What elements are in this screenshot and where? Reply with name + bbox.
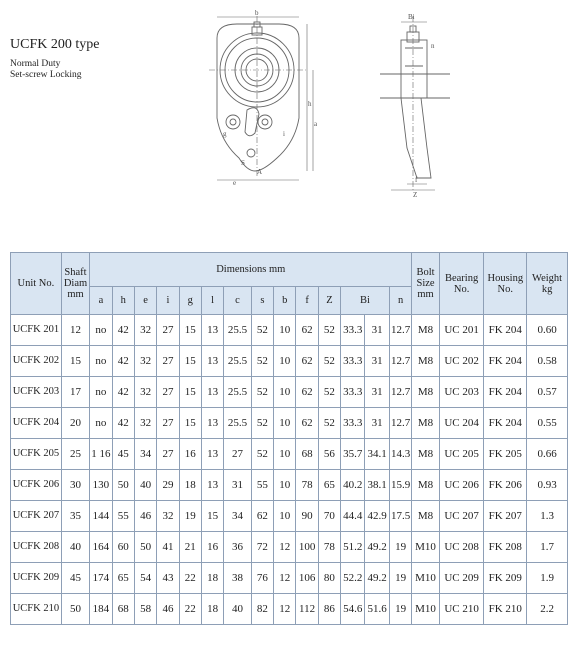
cell-bolt: M8 xyxy=(412,439,439,470)
cell-dim: no xyxy=(90,315,112,346)
cell-housing: FK 204 xyxy=(484,408,527,439)
cell-dim: no xyxy=(90,346,112,377)
cell-dim: 27 xyxy=(157,377,179,408)
table-row xyxy=(11,501,568,532)
col-header-dim: h xyxy=(112,287,134,315)
technical-drawing xyxy=(195,8,455,198)
cell-dim: 45 xyxy=(112,439,134,470)
cell-dim: 38.1 xyxy=(365,470,389,501)
cell-dim: 13 xyxy=(201,315,223,346)
col-header-dim: Z xyxy=(318,287,340,315)
col-header-bolt: Bolt Size mm xyxy=(412,253,439,315)
cell-bearing: UC 201 xyxy=(439,315,484,346)
cell-shaft: 40 xyxy=(61,532,89,563)
cell-dim: 78 xyxy=(318,532,340,563)
drawing-label-a: a xyxy=(314,120,318,128)
cell-dim: 68 xyxy=(112,594,134,625)
col-header-dim: c xyxy=(224,287,251,315)
col-header-dim: g xyxy=(179,287,201,315)
cell-dim: 13 xyxy=(201,408,223,439)
cell-weight: 0.66 xyxy=(527,439,568,470)
cell-weight: 0.58 xyxy=(527,346,568,377)
cell-dim: 16 xyxy=(179,439,201,470)
cell-dim: 12 xyxy=(274,532,296,563)
cell-dim: 40 xyxy=(134,470,156,501)
cell-bearing: UC 209 xyxy=(439,563,484,594)
table-row xyxy=(11,470,568,501)
cell-dim: 16 xyxy=(201,532,223,563)
cell-bolt: M8 xyxy=(412,501,439,532)
cell-weight: 1.9 xyxy=(527,563,568,594)
drawing-label-s: S xyxy=(241,159,245,167)
cell-dim: 19 xyxy=(389,594,411,625)
cell-dim: 54 xyxy=(134,563,156,594)
drawing-label-f: f xyxy=(415,176,418,184)
cell-weight: 0.60 xyxy=(527,315,568,346)
cell-weight: 2.2 xyxy=(527,594,568,625)
cell-dim: 62 xyxy=(296,346,318,377)
col-header-bearing: Bearing No. xyxy=(439,253,484,315)
cell-dim: 76 xyxy=(251,563,273,594)
cell-dim: 38 xyxy=(224,563,251,594)
cell-unit: UCFK 206 xyxy=(11,470,62,501)
dimensions-table xyxy=(10,252,568,625)
cell-dim: 31 xyxy=(365,408,389,439)
cell-dim: 15 xyxy=(179,346,201,377)
cell-dim: 15 xyxy=(179,377,201,408)
cell-dim: 55 xyxy=(251,470,273,501)
drawing-label-i: i xyxy=(283,130,285,138)
cell-dim: 42 xyxy=(112,408,134,439)
cell-dim: 12.7 xyxy=(389,377,411,408)
col-header-dimensions: Dimensions mm xyxy=(90,253,412,287)
cell-dim: 12.7 xyxy=(389,346,411,377)
cell-dim: 82 xyxy=(251,594,273,625)
col-header-unit: Unit No. xyxy=(11,253,62,315)
cell-dim: 52 xyxy=(251,408,273,439)
col-header-dim: b xyxy=(274,287,296,315)
cell-dim: 25.5 xyxy=(224,377,251,408)
cell-dim: 52 xyxy=(251,377,273,408)
cell-housing: FK 210 xyxy=(484,594,527,625)
cell-dim: 34 xyxy=(134,439,156,470)
cell-dim: 49.2 xyxy=(365,563,389,594)
cell-dim: 12 xyxy=(274,594,296,625)
cell-dim: 27 xyxy=(157,439,179,470)
drawing-label-a2: A xyxy=(257,168,263,176)
cell-dim: no xyxy=(90,408,112,439)
cell-bearing: UC 203 xyxy=(439,377,484,408)
cell-housing: FK 204 xyxy=(484,346,527,377)
cell-housing: FK 204 xyxy=(484,377,527,408)
cell-shaft: 20 xyxy=(61,408,89,439)
cell-bolt: M8 xyxy=(412,346,439,377)
cell-bearing: UC 207 xyxy=(439,501,484,532)
cell-shaft: 50 xyxy=(61,594,89,625)
table-row xyxy=(11,563,568,594)
cell-unit: UCFK 210 xyxy=(11,594,62,625)
cell-dim: 29 xyxy=(157,470,179,501)
subtitle-normal-duty: Normal Duty xyxy=(10,59,61,69)
cell-dim: 32 xyxy=(134,315,156,346)
cell-dim: 144 xyxy=(90,501,112,532)
cell-shaft: 15 xyxy=(61,346,89,377)
subtitle-set-screw: Set-screw Locking xyxy=(10,70,82,80)
cell-dim: 72 xyxy=(251,532,273,563)
cell-dim: 33.3 xyxy=(341,408,365,439)
cell-weight: 1.7 xyxy=(527,532,568,563)
cell-bolt: M10 xyxy=(412,563,439,594)
cell-dim: 43 xyxy=(157,563,179,594)
drawing-label-n: n xyxy=(431,42,435,50)
drawing-label-e: e xyxy=(233,179,237,187)
col-header-shaft: Shaft Diam mm xyxy=(61,253,89,315)
cell-dim: 62 xyxy=(296,408,318,439)
cell-bolt: M10 xyxy=(412,594,439,625)
cell-dim: 50 xyxy=(112,470,134,501)
cell-dim: 12.7 xyxy=(389,408,411,439)
cell-dim: 68 xyxy=(296,439,318,470)
cell-dim: 27 xyxy=(157,346,179,377)
cell-dim: 19 xyxy=(179,501,201,532)
cell-bearing: UC 206 xyxy=(439,470,484,501)
cell-dim: 52 xyxy=(318,377,340,408)
cell-shaft: 12 xyxy=(61,315,89,346)
cell-dim: 51.2 xyxy=(341,532,365,563)
table-row xyxy=(11,408,568,439)
cell-dim: 27 xyxy=(157,408,179,439)
cell-dim: 60 xyxy=(112,532,134,563)
cell-dim: 25.5 xyxy=(224,346,251,377)
drawing-label-h: h xyxy=(308,100,312,108)
cell-dim: 19 xyxy=(389,563,411,594)
col-header-dim: e xyxy=(134,287,156,315)
cell-dim: 62 xyxy=(296,377,318,408)
cell-dim: 130 xyxy=(90,470,112,501)
cell-dim: 62 xyxy=(296,315,318,346)
cell-dim: 12.7 xyxy=(389,315,411,346)
cell-weight: 0.57 xyxy=(527,377,568,408)
cell-bearing: UC 208 xyxy=(439,532,484,563)
cell-unit: UCFK 204 xyxy=(11,408,62,439)
cell-bolt: M8 xyxy=(412,377,439,408)
cell-dim: 42.9 xyxy=(365,501,389,532)
cell-dim: 31 xyxy=(365,346,389,377)
cell-dim: 19 xyxy=(389,532,411,563)
cell-dim: 174 xyxy=(90,563,112,594)
cell-bolt: M8 xyxy=(412,408,439,439)
cell-dim: 52.2 xyxy=(341,563,365,594)
cell-dim: 32 xyxy=(134,346,156,377)
cell-dim: 106 xyxy=(296,563,318,594)
cell-shaft: 35 xyxy=(61,501,89,532)
cell-dim: 10 xyxy=(274,439,296,470)
cell-dim: 78 xyxy=(296,470,318,501)
cell-dim: 32 xyxy=(134,377,156,408)
cell-dim: 25.5 xyxy=(224,315,251,346)
cell-dim: 32 xyxy=(134,408,156,439)
cell-dim: 22 xyxy=(179,563,201,594)
cell-dim: 52 xyxy=(318,408,340,439)
cell-dim: 15 xyxy=(179,315,201,346)
cell-dim: 65 xyxy=(318,470,340,501)
cell-bolt: M10 xyxy=(412,532,439,563)
cell-dim: 13 xyxy=(201,470,223,501)
front-view-drawing xyxy=(209,16,313,180)
cell-dim: 58 xyxy=(134,594,156,625)
cell-dim: 25.5 xyxy=(224,408,251,439)
cell-dim: 54.6 xyxy=(341,594,365,625)
cell-housing: FK 204 xyxy=(484,315,527,346)
table-row xyxy=(11,377,568,408)
cell-shaft: 17 xyxy=(61,377,89,408)
cell-dim: 31 xyxy=(365,315,389,346)
cell-housing: FK 205 xyxy=(484,439,527,470)
cell-dim: 1 16 xyxy=(90,439,112,470)
cell-dim: 52 xyxy=(318,346,340,377)
table-row xyxy=(11,439,568,470)
cell-dim: 34.1 xyxy=(365,439,389,470)
cell-dim: 56 xyxy=(318,439,340,470)
cell-dim: 55 xyxy=(112,501,134,532)
cell-dim: 13 xyxy=(201,439,223,470)
cell-dim: 184 xyxy=(90,594,112,625)
cell-dim: 36 xyxy=(224,532,251,563)
col-header-dim: f xyxy=(296,287,318,315)
cell-dim: 50 xyxy=(134,532,156,563)
table-row xyxy=(11,594,568,625)
cell-dim: 13 xyxy=(201,377,223,408)
table-row xyxy=(11,532,568,563)
cell-dim: 40.2 xyxy=(341,470,365,501)
col-header-housing: Housing No. xyxy=(484,253,527,315)
cell-dim: 52 xyxy=(251,346,273,377)
side-view-drawing xyxy=(380,16,450,190)
cell-dim: 17.5 xyxy=(389,501,411,532)
cell-shaft: 30 xyxy=(61,470,89,501)
cell-weight: 0.55 xyxy=(527,408,568,439)
cell-dim: 52 xyxy=(251,439,273,470)
cell-dim: 62 xyxy=(251,501,273,532)
cell-dim: 52 xyxy=(251,315,273,346)
cell-dim: 10 xyxy=(274,408,296,439)
drawing-label-z: Z xyxy=(413,191,418,198)
cell-bolt: M8 xyxy=(412,470,439,501)
col-header-dim: Bi xyxy=(341,287,390,315)
cell-dim: 35.7 xyxy=(341,439,365,470)
cell-dim: 33.3 xyxy=(341,315,365,346)
cell-dim: 21 xyxy=(179,532,201,563)
cell-dim: 46 xyxy=(157,594,179,625)
cell-unit: UCFK 208 xyxy=(11,532,62,563)
cell-housing: FK 209 xyxy=(484,563,527,594)
col-header-dim: i xyxy=(157,287,179,315)
cell-dim: 22 xyxy=(179,594,201,625)
cell-dim: 90 xyxy=(296,501,318,532)
cell-bolt: M8 xyxy=(412,315,439,346)
page-title: UCFK 200 type xyxy=(10,37,100,52)
drawing-label-b: b xyxy=(255,9,259,17)
cell-housing: FK 207 xyxy=(484,501,527,532)
cell-dim: 49.2 xyxy=(365,532,389,563)
col-header-dim: l xyxy=(201,287,223,315)
cell-bearing: UC 205 xyxy=(439,439,484,470)
cell-dim: 86 xyxy=(318,594,340,625)
drawing-label-bi: Bi xyxy=(408,13,415,21)
cell-dim: 27 xyxy=(157,315,179,346)
cell-dim: 18 xyxy=(179,470,201,501)
cell-bearing: UC 202 xyxy=(439,346,484,377)
cell-weight: 0.93 xyxy=(527,470,568,501)
cell-dim: 42 xyxy=(112,346,134,377)
cell-housing: FK 208 xyxy=(484,532,527,563)
cell-dim: 52 xyxy=(318,315,340,346)
cell-shaft: 45 xyxy=(61,563,89,594)
cell-dim: 32 xyxy=(157,501,179,532)
drawing-label-g: g xyxy=(223,130,227,138)
cell-weight: 1.3 xyxy=(527,501,568,532)
cell-dim: 13 xyxy=(201,346,223,377)
cell-dim: 164 xyxy=(90,532,112,563)
cell-dim: 80 xyxy=(318,563,340,594)
table-row xyxy=(11,346,568,377)
cell-dim: 51.6 xyxy=(365,594,389,625)
cell-dim: 44.4 xyxy=(341,501,365,532)
cell-dim: 15 xyxy=(179,408,201,439)
cell-dim: 33.3 xyxy=(341,346,365,377)
cell-dim: 15.9 xyxy=(389,470,411,501)
cell-unit: UCFK 207 xyxy=(11,501,62,532)
cell-dim: 42 xyxy=(112,377,134,408)
cell-dim: 41 xyxy=(157,532,179,563)
cell-shaft: 25 xyxy=(61,439,89,470)
cell-dim: 10 xyxy=(274,470,296,501)
cell-dim: 10 xyxy=(274,501,296,532)
cell-dim: 14.3 xyxy=(389,439,411,470)
cell-unit: UCFK 201 xyxy=(11,315,62,346)
cell-dim: 34 xyxy=(224,501,251,532)
cell-dim: 46 xyxy=(134,501,156,532)
cell-unit: UCFK 203 xyxy=(11,377,62,408)
cell-dim: 31 xyxy=(365,377,389,408)
cell-dim: 33.3 xyxy=(341,377,365,408)
cell-dim: 112 xyxy=(296,594,318,625)
cell-dim: 31 xyxy=(224,470,251,501)
col-header-dim: s xyxy=(251,287,273,315)
cell-dim: 15 xyxy=(201,501,223,532)
cell-dim: 100 xyxy=(296,532,318,563)
col-header-dim: n xyxy=(389,287,411,315)
table-row xyxy=(11,315,568,346)
cell-dim: 40 xyxy=(224,594,251,625)
cell-dim: 10 xyxy=(274,377,296,408)
cell-dim: 42 xyxy=(112,315,134,346)
cell-housing: FK 206 xyxy=(484,470,527,501)
cell-dim: 18 xyxy=(201,594,223,625)
cell-dim: 70 xyxy=(318,501,340,532)
cell-dim: 12 xyxy=(274,563,296,594)
cell-dim: 10 xyxy=(274,346,296,377)
cell-dim: 65 xyxy=(112,563,134,594)
cell-unit: UCFK 209 xyxy=(11,563,62,594)
cell-unit: UCFK 205 xyxy=(11,439,62,470)
cell-bearing: UC 210 xyxy=(439,594,484,625)
cell-dim: 18 xyxy=(201,563,223,594)
cell-unit: UCFK 202 xyxy=(11,346,62,377)
cell-bearing: UC 204 xyxy=(439,408,484,439)
col-header-weight: Weight kg xyxy=(527,253,568,315)
col-header-dim: a xyxy=(90,287,112,315)
cell-dim: 10 xyxy=(274,315,296,346)
cell-dim: no xyxy=(90,377,112,408)
cell-dim: 27 xyxy=(224,439,251,470)
